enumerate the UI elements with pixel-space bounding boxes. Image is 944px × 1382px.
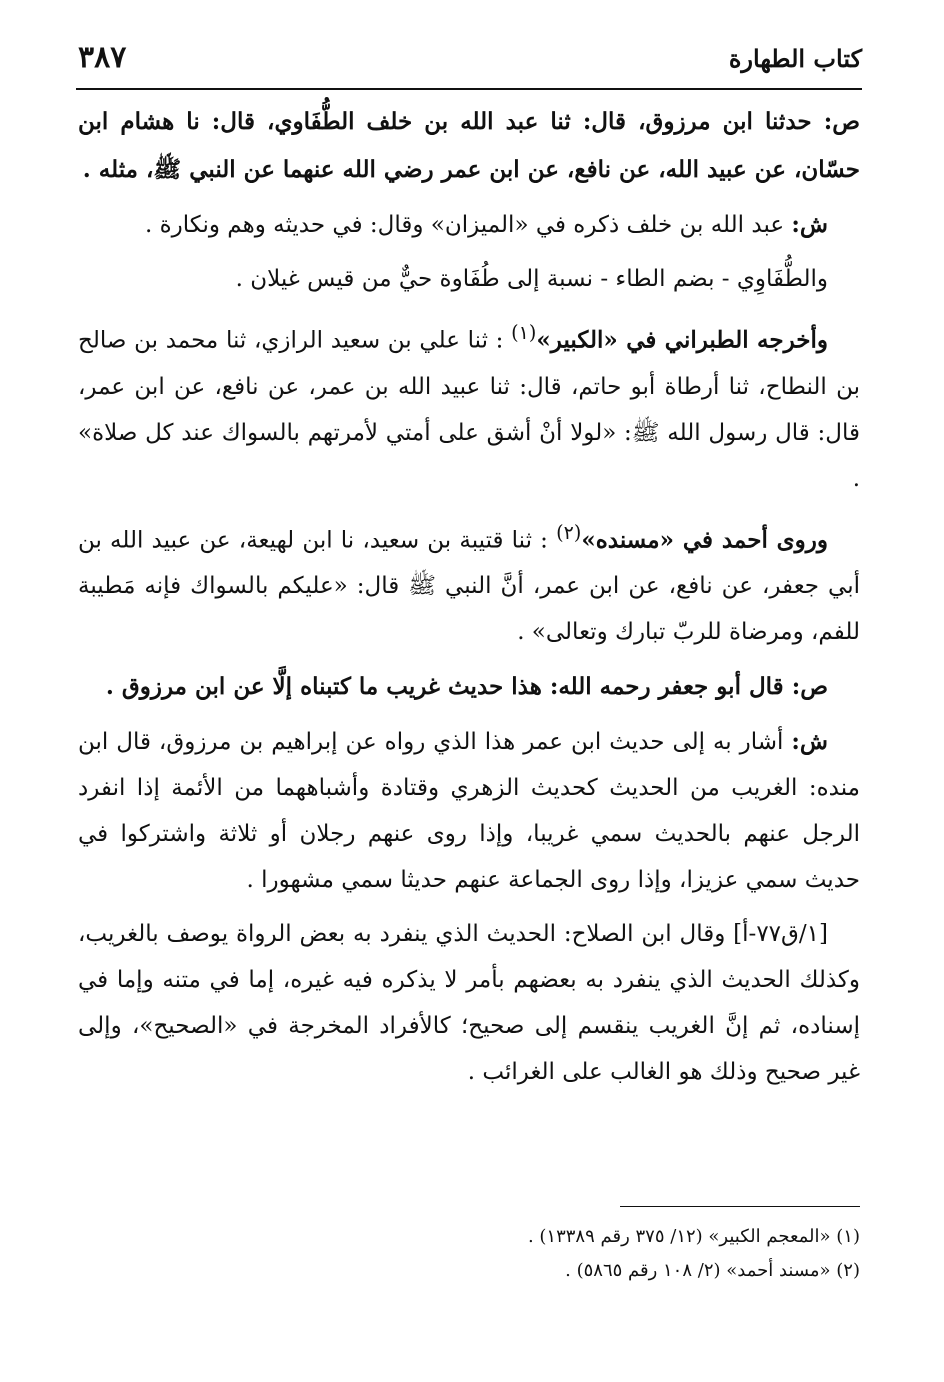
paragraph-marker: ص: — [791, 673, 828, 701]
source-lead: وروى أحمد في «مسنده» — [581, 526, 829, 554]
footnotes — [200, 1220, 860, 1288]
text-paragraph-7 — [78, 719, 860, 903]
footnote-divider — [620, 1206, 860, 1207]
text-paragraph-1 — [78, 98, 860, 194]
paragraph-text: حدثنا ابن مرزوق، قال: ثنا عبد الله بن خلف الطُّفَاوي، قال: نا هشام ابن حسّان، عن عبيد الله، عن نافع، عن ابن عمر رضي الله عنهما عن النبي ﷺ، مثله . — [78, 108, 860, 183]
text-paragraph-6 — [78, 663, 860, 711]
footnote-2: (٢) «مسند أحمد» (٢/ ١٠٨ رقم ٥٨٦٥) . — [565, 1260, 860, 1281]
paragraph-text: : ثنا قتيبة بن سعيد، نا ابن لهيعة، عن عبيد الله بن أبي جعفر، عن نافع، عن ابن عمر، أنَّ النبي ﷺ قال: «عليكم بالسواك فإنه مَطيبة للفم، ومرضاة للربّ تبارك وتعالى» . — [78, 527, 860, 646]
paragraph-text: قال أبو جعفر رحمه الله: هذا حديث غريب ما كتبناه إلَّا عن ابن مرزوق . — [105, 673, 784, 701]
paragraph-text: عبد الله بن خلف ذكره في «الميزان» وقال: في حديثه وهم ونكارة . — [144, 212, 785, 238]
text-paragraph-4 — [78, 310, 860, 502]
text-paragraph-8 — [78, 911, 860, 1095]
paragraph-text: : ثنا علي بن سعيد الرازي، ثنا محمد بن صالح بن النطاح، ثنا أرطاة أبو حاتم، قال: ثنا عبيد الله بن عمر، عن نافع، عن ابن عمر، قال: قال رسول الله ﷺ: «لولا أنْ أشق على أمتي لأمرتهم بالسواك عند كل صلاة» . — [78, 327, 860, 492]
paragraph-marker: ش: — [791, 728, 828, 756]
chapter-title: كتاب الطهارة — [728, 44, 862, 73]
page-number: ٣٨٧ — [78, 40, 127, 75]
footnote-ref: (١) — [511, 321, 537, 344]
footnote-ref: (٢) — [556, 520, 582, 544]
paragraph-text: [١/ق٧٧-أ] وقال ابن الصلاح: الحديث الذي ينفرد به بعض الرواة يوصف بالغريب، وكذلك الحديث الذي ينفرد به بعضهم بأمر لا يذكره فيه غيره، إما في متنه وإما في إسناده، ثم إنَّ الغريب ينقسم إلى صحيح؛ كالأفراد المخرجة في «الصحيح»، وإلى غير صحيح وذلك هو الغالب على الغرائب . — [78, 921, 860, 1086]
text-paragraph-5 — [78, 510, 860, 656]
page-header — [76, 36, 862, 90]
paragraph-marker: ص: — [823, 108, 860, 135]
footnote-1: (١) «المعجم الكبير» (١٢/ ٣٧٥ رقم ١٣٣٨٩) . — [527, 1226, 860, 1247]
source-lead: وأخرجه الطبراني في «الكبير» — [536, 326, 828, 354]
main-text — [78, 98, 860, 1103]
paragraph-marker: ش: — [791, 211, 828, 238]
text-paragraph-2 — [78, 202, 860, 248]
paragraph-text: والطُّفَاوِي - بضم الطاء - نسبة إلى طُفَاوة حيٌّ من قيس غيلان . — [235, 266, 828, 292]
paragraph-text: أشار به إلى حديث ابن عمر هذا الذي رواه عن إبراهيم بن مرزوق، قال ابن منده: الغريب من الحديث كحديث الزهري وقتادة وأشباههما من الأئمة إذا انفرد الرجل عنهم بالحديث سمي غريبا، وإذا روى عنهم رجلان أو ثلاثة واشتركوا في حديث سمي عزيزا، وإذا روى الجماعة عنهم حديثا سمي مشهورا . — [78, 729, 860, 894]
text-paragraph-3 — [78, 256, 860, 302]
